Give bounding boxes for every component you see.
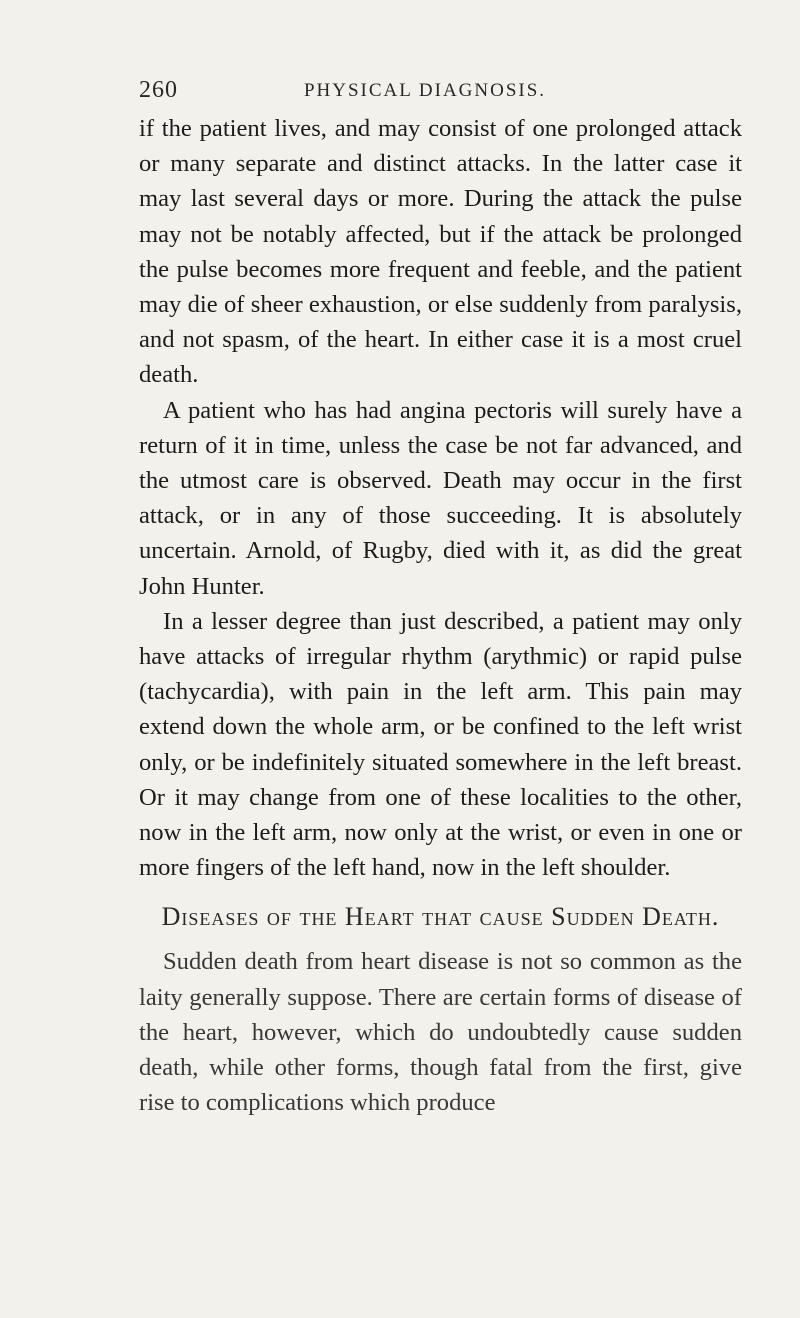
paragraph-continuation: if the patient lives, and may consist of one prolonged attack or many separate and distinct attacks. In the latter case it may last several days or more. During the attack the pulse may not be notably affected, but if the attack be prolonged the pulse becomes more frequent and feeble, and the patient may die of sheer exhaustion, or else suddenly from paralysis, and not spasm, of the heart. In either case it is a most cruel death. <box>139 115 742 389</box>
body-text <box>139 111 742 1120</box>
running-head: PHYSICAL DIAGNOSIS. <box>303 80 547 101</box>
section-heading: Diseases of the Heart that cause Sudden Death. <box>161 902 720 932</box>
page-number: 260 <box>139 77 178 103</box>
paragraph-lesser-degree: In a lesser degree than just described, a patient may only have attacks of irregular rhythm (arythmic) or rapid pulse (tachycardia), with pain in the left arm. This pain may extend down the whole arm, or be confined to the left wrist only, or be indefinitely situated somewhere in the left breast. Or it may change from one of these localities to the other, now in the left arm, now only at the wrist, or even in one or more fingers of the left hand, now in the left shoulder. <box>139 607 742 882</box>
paragraph-angina-return: A patient who has had angina pectoris will surely have a return of it in time, unless the case be not far advanced, and the utmost care is observed. Death may occur in the first attack, or in any of those succeeding. It is absolutely uncertain. Arnold, of Rugby, died with it, as did the great John Hunter. <box>139 396 742 600</box>
paragraph-sudden-death: Sudden death from heart disease is not so common as the laity generally suppose. There are certain forms of disease of the heart, however, which do undoubtedly cause sudden death, while other forms, though fatal from the first, give rise to complications which produce <box>139 948 742 1117</box>
